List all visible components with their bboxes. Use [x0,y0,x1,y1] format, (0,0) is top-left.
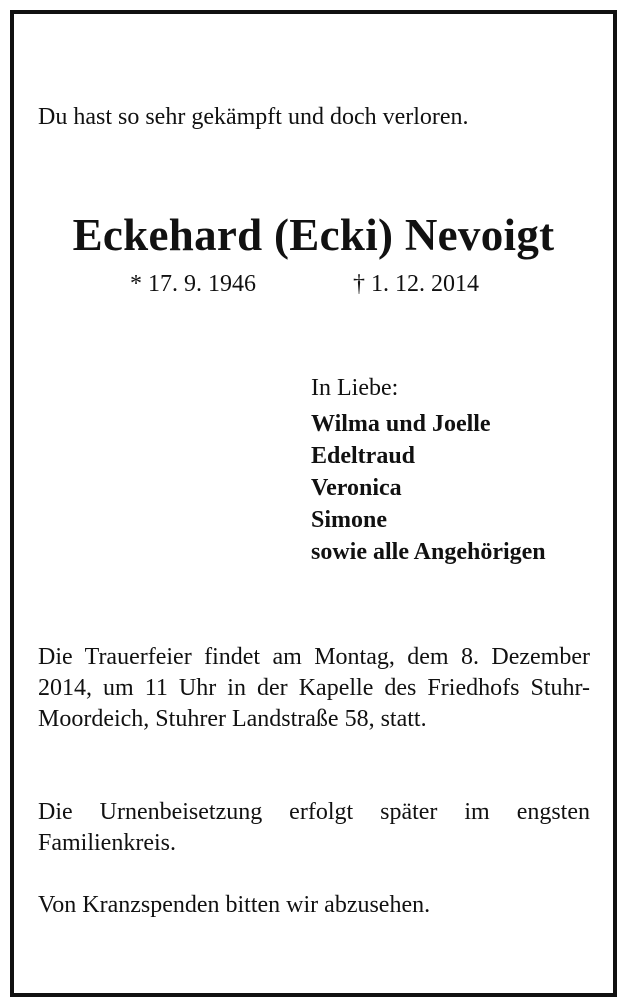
wreath-request-text: Von Kranzspenden bitten wir abzusehen. [38,892,431,918]
obituary-notice [10,10,617,997]
mourner-name: Simone [311,507,388,533]
mourner-name: sowie alle Angehörigen [311,539,546,565]
birth-date: * 17. 9. 1946 [130,271,256,297]
mourner-name: Wilma und Joelle [311,411,491,437]
mourners-intro: In Liebe: [311,375,399,401]
death-date: † 1. 12. 2014 [353,271,479,297]
motto-text: Du hast so sehr gekämpft und doch verloren. [38,104,469,130]
mourners-block [311,372,546,568]
mourner-name: Edeltraud [311,443,416,469]
funeral-ceremony-text: Die Trauerfeier findet am Montag, dem 8. Dezember 2014, um 11 Uhr in der Kapelle des Friedhofs Stuhr-Moordeich, Stuhrer Landstraße 58, statt. [38,644,590,732]
urn-burial-text: Die Urnenbeisetzung erfolgt später im engsten Familienkreis. [38,799,590,856]
deceased-name: Eckehard (Ecki) Nevoigt [72,210,555,260]
mourner-name: Veronica [311,475,402,501]
